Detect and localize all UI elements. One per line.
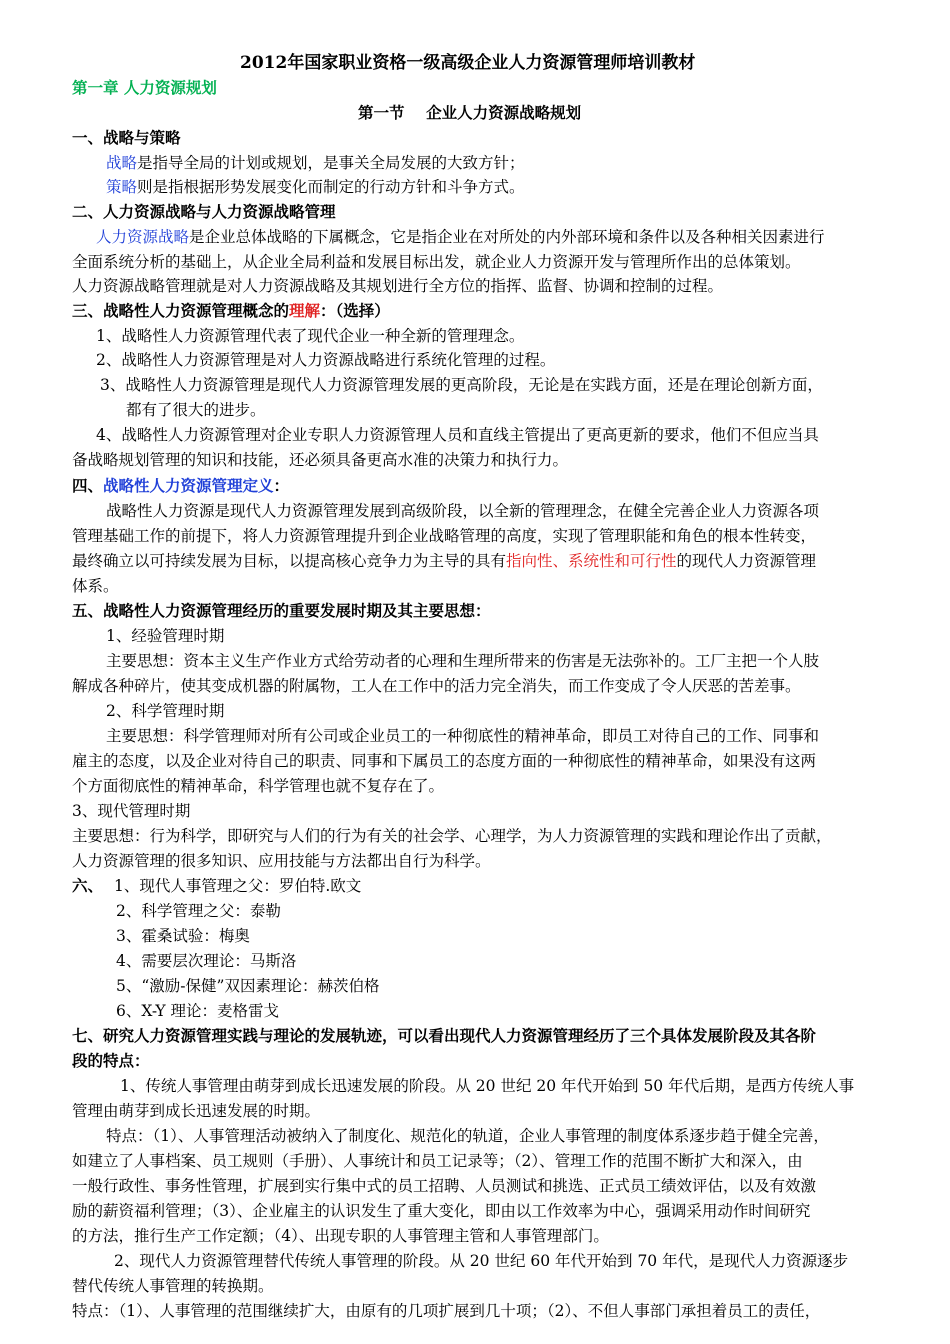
paragraph-hr-strategy: [96, 225, 825, 249]
paragraph-line: 1、传统人事管理由萌芽到成长迅速发展的阶段。从 20 世纪 20 年代开始到 50 年代后期，是西方传统人事: [120, 1077, 855, 1095]
text: 四、: [72, 476, 104, 495]
list-item: 3、霍桑试验：梅奥: [116, 927, 250, 945]
paragraph-line: 人力资源战略管理就是对人力资源战略及其规划进行全方位的指挥、监督、协调和控制的过程。: [72, 277, 724, 295]
heading-7-continued: 段的特点：: [72, 1051, 150, 1070]
paragraph-line: 人力资源管理的很多知识、应用技能与方法都出自行为科学。: [72, 852, 491, 870]
heading-2: 二、人力资源战略与人力资源战略管理: [72, 202, 336, 221]
text: 是企业总体战略的下属概念，它是指企业在对所处的内外部环境和条件以及各种相关因素进行: [189, 228, 825, 246]
paragraph-line: 个方面彻底性的精神革命，科学管理也就不复存在了。: [72, 777, 445, 795]
chapter-heading: 第一章 人力资源规划: [72, 78, 217, 97]
text: ：（选择）: [320, 301, 390, 320]
paragraph-line: 一般行政性、事务性管理，扩展到实行集中式的员工招聘、人员测试和挑选、正式员工绩效评估，以及有效激: [72, 1177, 817, 1195]
highlight-understanding: 理解: [289, 301, 321, 320]
paragraph-line: 战略性人力资源是现代人力资源管理发展到高级阶段，以全新的管理理念，在健全完善企业人力资源各项: [106, 502, 820, 520]
section-heading: 第一节 企业人力资源战略规划: [358, 103, 582, 122]
list-item: 2、战略性人力资源管理是对人力资源战略进行系统化管理的过程。: [96, 351, 556, 369]
list-item-continued: 都有了很大的进步。: [126, 401, 266, 419]
text: 三、战略性人力资源管理概念的: [72, 301, 290, 320]
subheading: 2、科学管理时期: [106, 702, 225, 720]
text: 是指导全局的计划或规划，是事关全局发展的大致方针；: [137, 154, 525, 172]
text: 的现代人力资源管理: [676, 552, 817, 570]
list-item: 2、科学管理之父：泰勒: [116, 902, 281, 920]
paragraph-line: 替代传统人事管理的转换期。: [72, 1277, 274, 1295]
paragraph-line: 主要思想：行为科学，即研究与人们的行为有关的社会学、心理学，为人力资源管理的实践和理论作出了贡献，: [72, 827, 832, 845]
paragraph-line: 主要思想：科学管理师对所有公司或企业员工的一种彻底性的精神革命，即员工对待自己的工作、同事和: [106, 727, 820, 745]
list-item: 1、现代人事管理之父：罗伯特.欧文: [114, 877, 362, 895]
term-hr-strategy: 人力资源战略: [96, 228, 190, 246]
paragraph-line: 特点：（1）、人事管理的范围继续扩大，由原有的几项扩展到几十项；（2）、不但人事部门承担着员工的责任，: [72, 1302, 821, 1320]
paragraph-line: 励的薪资福利管理；（3）、企业雇主的认识发生了重大变化，即由以工作效率为中心，强调采用动作时间研究: [72, 1202, 811, 1220]
paragraph-line: 雇主的态度，以及企业对待自己的职责、同事和下属员工的态度方面的一种彻底性的精神革命，如果没有这两: [72, 752, 817, 770]
heading-6: 六、: [72, 876, 104, 895]
text: 最终确立以可持续发展为目标，以提高核心竞争力为主导的具有: [72, 552, 507, 570]
paragraph-line: 管理基础工作的前提下，将人力资源管理提升到企业战略管理的高度，实现了管理职能和角色的根本性转变，: [72, 527, 817, 545]
heading-4: [72, 474, 289, 498]
paragraph-strategy: [106, 151, 525, 175]
heading-7: 七、研究人力资源管理实践与理论的发展轨迹，可以看出现代人力资源管理经历了三个具体发展阶段及其各阶: [72, 1026, 817, 1045]
highlight-definition: 战略性人力资源管理定义: [103, 476, 274, 495]
text: ：: [273, 476, 290, 495]
paragraph-tactic: [106, 175, 525, 199]
paragraph-line: 管理由萌芽到成长迅速发展的时期。: [72, 1102, 321, 1120]
paragraph-line: 全面系统分析的基础上，从企业全局利益和发展目标出发，就企业人力资源开发与管理所作出的总体策划。: [72, 253, 801, 271]
list-item: 5、“激励-保健”双因素理论：赫茨伯格: [116, 977, 380, 995]
heading-1: 一、战略与策略: [72, 128, 181, 147]
paragraph-line: 解成各种碎片，使其变成机器的附属物，工人在工作中的活力完全消失，而工作变成了令人厌恶的苦差事。: [72, 677, 801, 695]
highlight-attributes: 指向性、系统性和可行性: [506, 552, 677, 570]
paragraph-line: 体系。: [72, 577, 119, 595]
paragraph-line: 如建立了人事档案、员工规则（手册）、人事统计和员工记录等；（2）、管理工作的范围不断扩大和深入，由: [72, 1152, 803, 1170]
paragraph-line: 特点：（1）、人事管理活动被纳入了制度化、规范化的轨道，企业人事管理的制度体系逐步趋于健全完善，: [106, 1127, 829, 1145]
text: 则是指根据形势发展变化而制定的行动方针和斗争方式。: [137, 178, 525, 196]
term-tactic: 策略: [106, 178, 138, 196]
list-item: 4、需要层次理论：马斯洛: [116, 952, 297, 970]
subheading: 1、经验管理时期: [106, 627, 225, 645]
paragraph-line: 2、现代人力资源管理替代传统人事管理的阶段。从 20 世纪 60 年代开始到 70 年代，是现代人力资源逐步: [114, 1252, 849, 1270]
paragraph-line: 主要思想：资本主义生产作业方式给劳动者的心理和生理所带来的伤害是无法弥补的。工厂主把一个人肢: [106, 652, 820, 670]
list-item: 1、战略性人力资源管理代表了现代企业一种全新的管理理念。: [96, 327, 525, 345]
term-strategy: 战略: [106, 154, 138, 172]
paragraph-line: [72, 549, 816, 573]
subheading: 3、现代管理时期: [72, 802, 191, 820]
paragraph-line: 的方法，推行生产工作定额；（4）、出现专职的人事管理主管和人事管理部门。: [72, 1227, 609, 1245]
heading-5: 五、战略性人力资源管理经历的重要发展时期及其主要思想：: [72, 601, 491, 620]
list-item: 6、X-Y 理论：麦格雷戈: [116, 1002, 280, 1020]
list-item-continued: 备战略规划管理的知识和技能，还必须具备更高水准的决策力和执行力。: [72, 451, 569, 469]
list-item: 4、战略性人力资源管理对企业专职人力资源管理人员和直线主管提出了更高更新的要求，他们不但应当具: [96, 426, 819, 444]
list-item: 3、战略性人力资源管理是现代人力资源管理发展的更高阶段，无论是在实践方面，还是在理论创新方面，: [100, 376, 823, 394]
document-title: 2012年国家职业资格一级高级企业人力资源管理师培训教材: [240, 53, 696, 73]
heading-3: [72, 299, 390, 323]
